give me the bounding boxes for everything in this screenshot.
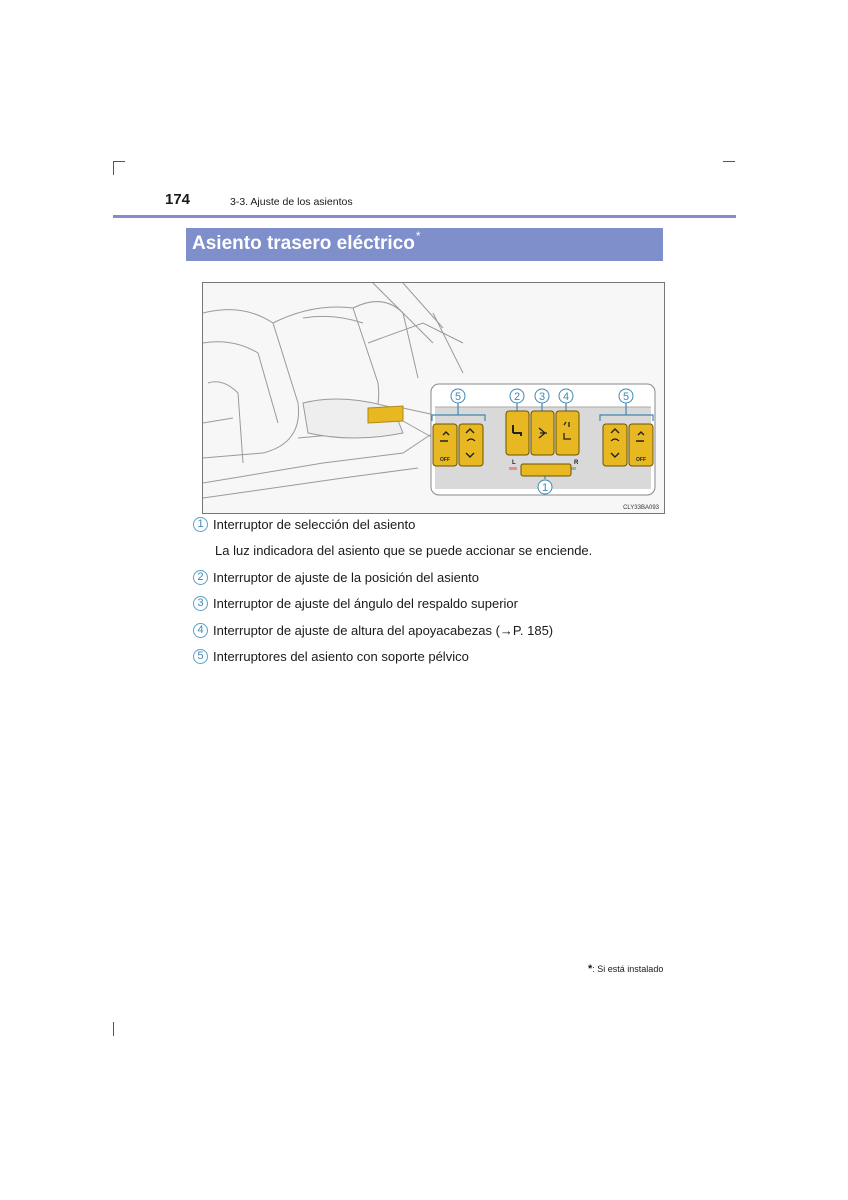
crop-mark: [113, 1022, 114, 1036]
item-text: Interruptores del asiento con soporte pélvico: [213, 649, 469, 665]
optional-equipment-star: *: [415, 229, 421, 243]
footnote-text: : Si está instalado: [592, 964, 664, 974]
list-item: [193, 648, 469, 664]
item-number-badge: 2: [193, 570, 208, 585]
section-title: [192, 229, 421, 255]
callout-5-left-label: 5: [454, 391, 462, 403]
off-label-left: OFF: [440, 457, 450, 463]
item-number-badge: 3: [193, 596, 208, 611]
footnote-star: *: [588, 963, 593, 975]
callout-4-label: 4: [562, 391, 570, 403]
off-label-right: OFF: [636, 457, 646, 463]
item-number-badge: 1: [193, 517, 208, 532]
section-title-bar: [186, 228, 663, 261]
list-item: [193, 595, 518, 611]
item-text: Interruptor de ajuste del ángulo del respaldo superior: [213, 596, 518, 612]
callout-1-label: 1: [541, 482, 549, 494]
footnote: [588, 963, 663, 975]
left-indicator: [509, 467, 517, 470]
right-seat-label: R: [574, 460, 579, 466]
crop-mark: [113, 161, 114, 175]
callout-2-label: 2: [513, 391, 521, 403]
crop-mark: [113, 161, 125, 162]
header-rule: [113, 215, 736, 218]
list-item: [193, 516, 415, 532]
callout-5-right-label: 5: [622, 391, 630, 403]
callout-3-label: 3: [538, 391, 546, 403]
item-text: Interruptor de selección del asiento: [213, 517, 416, 533]
left-seat-label: L: [512, 460, 516, 466]
section-breadcrumb: 3-3. Ajuste de los asientos: [230, 196, 353, 208]
right-pelvic-switch-a: [603, 424, 627, 466]
item-note: La luz indicadora del asiento que se puede accionar se enciende.: [215, 543, 593, 558]
rear-seat-illustration: [202, 282, 665, 514]
figure-code: CLY33BA093: [623, 505, 659, 511]
seat-selection-switch: [521, 464, 571, 476]
list-item: [193, 622, 553, 638]
page-number: 174: [165, 191, 191, 208]
item-text-with-page-reference[interactable]: Interruptor de ajuste de altura del apoyacabezas (→P. 185): [213, 623, 554, 639]
rear-seat-drawing: [203, 283, 463, 498]
crop-mark: [723, 161, 735, 162]
item-text: Interruptor de ajuste de la posición del asiento: [213, 570, 479, 586]
section-title-text: Asiento trasero eléctrico: [192, 233, 415, 254]
item-number-badge: 4: [193, 623, 208, 638]
item-number-badge: 5: [193, 649, 208, 664]
headrest-height-switch: [556, 411, 579, 455]
list-item: [193, 569, 479, 585]
